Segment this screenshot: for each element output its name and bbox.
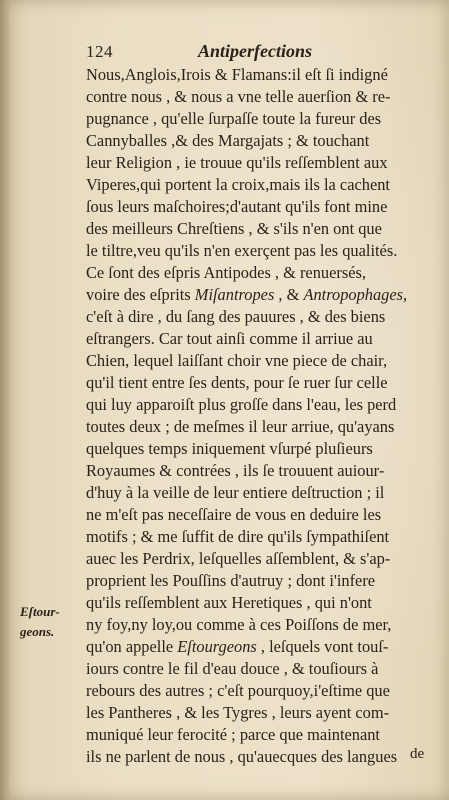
- text-line: Viperes,qui portent la croix,mais ils la cachent: [86, 175, 390, 194]
- text-line: toutes deux ; de meſmes il leur arriue, qu'ayans: [86, 417, 395, 436]
- text-line: le tiltre,veu qu'ils n'en exerçent pas les qualités.: [86, 241, 398, 260]
- text-line: eſtrangers. Car tout ainſi comme il arriue au: [86, 329, 373, 348]
- text-line: Nous,Anglois,Irois & Flamans:il eſt ſi indigné: [86, 65, 388, 84]
- text-line: ne m'eſt pas neceſſaire de vous en deduire les: [86, 505, 382, 524]
- page-edge-shadow: [0, 0, 10, 800]
- text-line: contre nous , & nous a vne telle auerſion & re-: [86, 87, 391, 106]
- catchword: de: [410, 746, 425, 762]
- margin-note: [20, 602, 60, 642]
- text-line: iours contre le fil d'eau douce , & touſiours à: [86, 659, 379, 678]
- text-line: d'huy à la veille de leur entiere deſtruction ; il: [86, 483, 385, 502]
- margin-note-line: Eſtour-: [20, 604, 60, 619]
- page-number: 124: [86, 42, 113, 61]
- text-line: qu'il tient entre ſes dents, pour ſe ruer ſur celle: [86, 373, 388, 392]
- text-line: qu'ils reſſemblent aux Heretiques , qui n'ont: [86, 593, 372, 612]
- text-line: ny foy,ny loy,ou comme à ces Poiſſons de mer,: [86, 615, 392, 634]
- text-line: Ce ſont des eſpris Antipodes , & renuersés,: [86, 263, 366, 282]
- margin-note-line: geons.: [20, 624, 55, 639]
- text-line: les Pantheres , & les Tygres , leurs ayent com-: [86, 703, 390, 722]
- text-line: qu'on appelle Eſtourgeons , leſquels vont touſ-: [86, 637, 389, 656]
- text-line: qui luy apparoiſt plus groſſe dans l'eau, les perd: [86, 395, 397, 414]
- text-line: auec les Perdrix, leſquelles aſſemblent, & s'ap-: [86, 549, 391, 568]
- text-line: des meilleurs Chreſtiens , & s'ils n'en ont que: [86, 219, 382, 238]
- text-line: pugnance , qu'elle ſurpaſſe toute la fureur des: [86, 109, 382, 128]
- text-line: leur Religion , ie trouue qu'ils reſſemblent aux: [86, 153, 388, 172]
- text-line: Royaumes & contrées , ils ſe trouuent auiour-: [86, 461, 385, 480]
- text-line: proprient les Pouſſins d'autruy ; dont i'infere: [86, 571, 376, 590]
- running-title: Antiperfections: [198, 41, 313, 61]
- text-line: Chien, lequel laiſſant choir vne piece de chair,: [86, 351, 388, 370]
- text-line: quelques temps iniquement vſurpé pluſieurs: [86, 439, 373, 458]
- text-line: motifs ; & me ſuffit de dire qu'ils ſympathiſent: [86, 527, 390, 546]
- text-line: rebours des autres ; c'eſt pourquoy,i'eſtime que: [86, 681, 390, 700]
- text-line: muniqué leur ferocité ; parce que maintenant: [86, 725, 380, 744]
- text-line: ſous leurs maſchoires;d'autant qu'ils font mine: [86, 197, 388, 216]
- text-line: c'eſt à dire , du ſang des pauures , & des biens: [86, 307, 386, 326]
- text-line: ils ne parlent de nous , qu'auecques des langues: [86, 747, 398, 766]
- text-line: voire des eſprits Miſantropes , & Antropophages,: [86, 285, 408, 304]
- text-line: Cannyballes ,& des Margajats ; & touchant: [86, 131, 370, 150]
